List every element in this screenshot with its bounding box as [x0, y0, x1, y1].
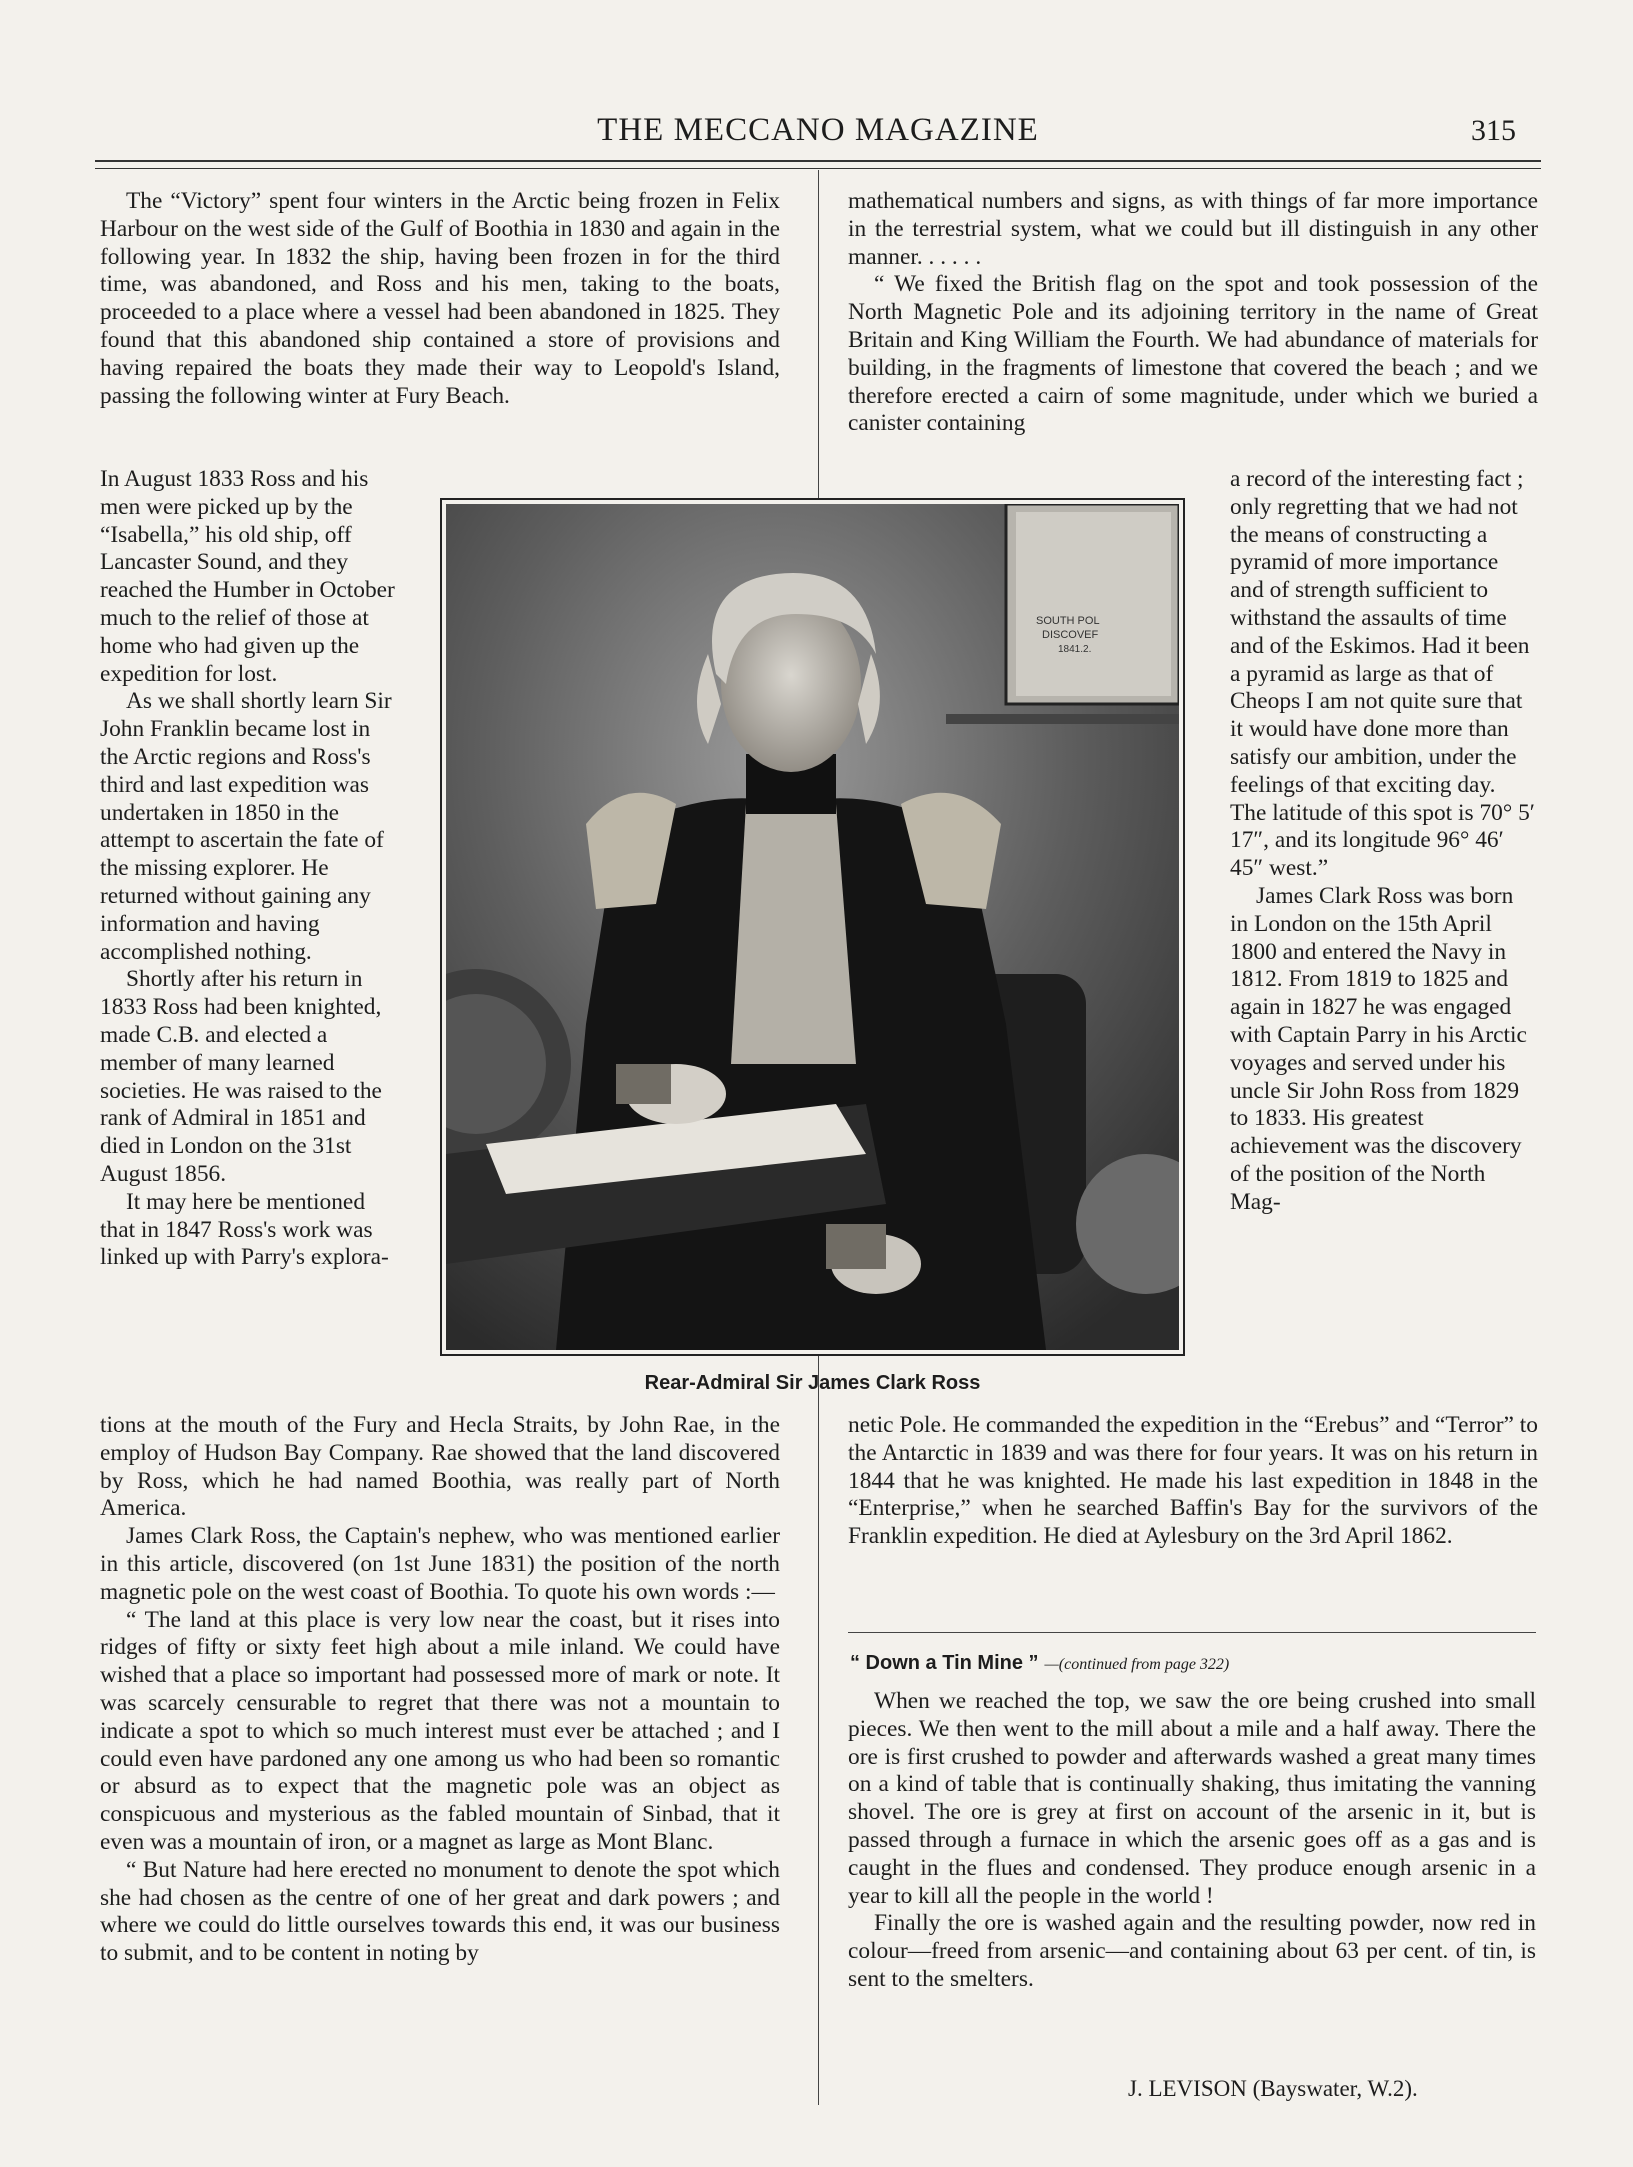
- right-column-top: [848, 188, 1538, 438]
- quote-paragraph: “ We fixed the British flag on the spot and took possession of the North Magnetic Pole and its adjoining territory in the name of Great Britain and King William the Fourth. We had abundance of materials for building, in the fragments of limestone that covered the beach ; and we therefore erected a cairn of some magnitude, under which we buried a canister containing: [848, 271, 1538, 437]
- paragraph: tions at the mouth of the Fury and Hecla Straits, by John Rae, in the employ of Hudson Bay Company. Rae showed that the land discovered by Ross, which he had named Boothia, was really part of North America.: [100, 1412, 780, 1522]
- section-heading: [850, 1652, 1530, 1675]
- paragraph: Finally the ore is washed again and the resulting powder, now red in colour—freed from arsenic—and containing about 63 per cent. of tin, is sent to the smelters.: [848, 1910, 1536, 1992]
- paragraph: a record of the interesting fact ; only regretting that we had not the means of constructing a pyramid of more importance and of strength sufficient to withstand the assaults of time and of the Eskimos. Had it been a pyramid as large as that of Cheops I am not quite sure that it would have done more than satisfy our ambition, under the feelings of that exciting day. The latitude of this spot is 70° 5′ 17″, and its longitude 96° 46′ 45″ west.”: [1230, 466, 1535, 882]
- section-title: “ Down a Tin Mine ”: [850, 1652, 1039, 1674]
- section-separator: [848, 1632, 1536, 1633]
- portrait-photo: [446, 504, 1179, 1350]
- svg-text:DISCOVEF: DISCOVEF: [1042, 629, 1099, 641]
- paragraph: It may here be mentioned that in 1847 Ross's work was linked up with Parry's explora-: [100, 1188, 389, 1271]
- page-header: [95, 108, 1541, 158]
- paragraph: mathematical numbers and signs, as with things of far more importance in the terrestrial system, what we could but ill distinguish in any other manner. . . . . .: [848, 188, 1538, 270]
- paragraph: James Clark Ross was born in London on the 15th April 1800 and entered the Navy in 1812. From 1819 to 1825 and again in 1827 he was engaged with Captain Parry in his Arctic voyages and served under his uncle Sir John Ross from 1829 to 1833. His greatest achievement was the discovery of the position of the North Mag-: [1230, 882, 1527, 1215]
- photo-caption: Rear-Admiral Sir James Clark Ross: [644, 1372, 981, 1394]
- right-column-bottom: [848, 1412, 1538, 1551]
- author-signature: J. LEVISON (Bayswater, W.2).: [1128, 2076, 1418, 2101]
- left-column-narrow: [100, 466, 400, 1272]
- quote-paragraph: “ The land at this place is very low near the coast, but it rises into ridges of fifty or sixty feet high about a mile inland. We could have wished that a place so important had possessed more of mark or note. It was scarcely censurable to regret that there was not a mountain to indicate a spot to which so much interest must ever be attached ; and I could even have pardoned any one among us who had been so romantic or absurd as to expect that the magnetic pole was an object as conspicuous and mysterious as the fabled mountain of Sinbad, that it even was a mountain of iron, or a magnet as large as Mont Blanc.: [100, 1606, 780, 1855]
- map-label: SOUTH POL: [1036, 615, 1100, 627]
- magazine-title: THE MECCANO MAGAZINE: [597, 112, 1039, 148]
- portrait-frame: [440, 498, 1185, 1356]
- right-column-narrow: [1230, 466, 1535, 1217]
- left-column-top: [100, 188, 780, 410]
- section-subtitle: —(continued from page 322): [1044, 1656, 1230, 1673]
- portrait-illustration: [446, 504, 1179, 1350]
- paragraph: As we shall shortly learn Sir John Franklin became lost in the Arctic regions and Ross's third and last expedition was undertaken in 1850 in the attempt to ascertain the fate of the missing explorer. He returned without gaining any information and having accomplished nothing.: [100, 688, 392, 965]
- paragraph: The “Victory” spent four winters in the Arctic being frozen in Felix Harbour on the west side of the Gulf of Boothia in 1830 and again in the following year. In 1832 the ship, having been frozen in for the third time, was abandoned, and Ross and his men, taking to the boats, proceeded to a place where a vessel had been abandoned in 1825. They found that this abandoned ship contained a store of provisions and having repaired the boats they made their way to Leopold's Island, passing the following winter at Fury Beach.: [100, 188, 780, 409]
- section-body: [848, 1688, 1536, 1994]
- paragraph: When we reached the top, we saw the ore being crushed into small pieces. We then went to the mill about a mile and a half away. There the ore is first crushed to powder and afterwards washed a great many times on a kind of table that is continually shaking, thus imitating the vanning shovel. The ore is grey at first on account of the arsenic in it, but is passed through a furnace in which the arsenic goes off as a gas and is caught in the flues and condensed. They produce enough arsenic in a year to kill all the people in the world !: [848, 1688, 1536, 1909]
- page-number: 315: [1471, 114, 1516, 147]
- svg-text:1841.2.: 1841.2.: [1058, 644, 1092, 655]
- paragraph: netic Pole. He commanded the expedition in the “Erebus” and “Terror” to the Antarctic in 1839 and was there for four years. It was on his return in 1844 that he was knighted. He made his last expedition in 1848 in the “Enterprise,” when he searched Baffin's Bay for the survivors of the Franklin expedition. He died at Aylesbury on the 3rd April 1862.: [848, 1412, 1538, 1550]
- paragraph: James Clark Ross, the Captain's nephew, who was mentioned earlier in this article, discovered (on 1st June 1831) the position of the north magnetic pole on the west coast of Boothia. To quote his own words :—: [100, 1523, 780, 1605]
- quote-paragraph: “ But Nature had here erected no monument to denote the spot which she had chosen as the centre of one of her great and dark powers ; and where we could do little ourselves towards this end, it was our business to submit, and to be content in noting by: [100, 1856, 780, 1967]
- paragraph: In August 1833 Ross and his men were picked up by the “Isabella,” his old ship, off Lancaster Sound, and they reached the Humber in October much to the relief of those at home who had given up the expedition for lost.: [100, 466, 395, 687]
- left-column-bottom: [100, 1412, 780, 1968]
- paragraph: Shortly after his return in 1833 Ross had been knighted, made C.B. and elected a member of many learned societies. He was raised to the rank of Admiral in 1851 and died in London on the 31st August 1856.: [100, 966, 382, 1187]
- header-rule: [95, 160, 1541, 169]
